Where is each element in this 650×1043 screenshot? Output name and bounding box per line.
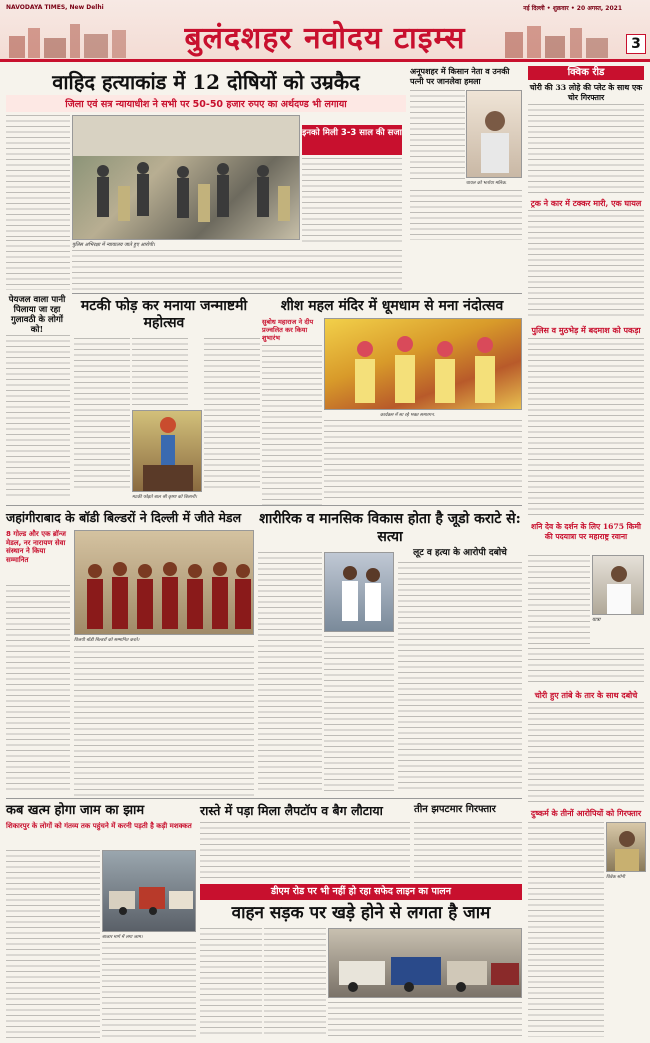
left-body bbox=[6, 335, 70, 500]
loot-headline3: दुष्कर्म के तीनों आरोपियों को गिरफ्तार bbox=[530, 808, 642, 818]
sheesh-photo-figures bbox=[325, 319, 522, 410]
judo-photo-figures bbox=[325, 553, 394, 632]
jam-photo bbox=[102, 850, 196, 932]
karate-bullet: 8 गोल्ड और एक ब्रॉन्ज मेडल, नर नारायण सेवा संस्थान ने किया सम्मानित bbox=[6, 530, 66, 564]
vehicle-body-a bbox=[200, 928, 262, 1038]
jam-body-a bbox=[6, 850, 100, 1040]
laptop-headline: रास्ते में पड़ा मिला लैपटॉप व बैग लौटाया bbox=[200, 803, 383, 818]
masthead-left-text: NAVODAYA TIMES, New Delhi bbox=[6, 4, 104, 11]
vehicle-photo-figures bbox=[329, 929, 522, 998]
loot-body bbox=[398, 562, 522, 792]
quick-read-body4 bbox=[528, 555, 590, 645]
quick-read-headline4: शनि देव के दर्शन के लिए 1675 किमी की पदयात्रा पर महाराष्ट्र रवाना bbox=[531, 522, 641, 541]
quick-read-body2 bbox=[528, 210, 644, 320]
lead-body-col1 bbox=[6, 115, 70, 237]
lead-photo bbox=[72, 115, 300, 240]
page-number: 3 bbox=[626, 34, 646, 54]
karate-body-b bbox=[74, 646, 254, 796]
sheesh-subhead: सुबोध महाराज ने दीप प्रज्वलित कर किया शुभारंभ bbox=[262, 318, 314, 342]
vehicle-body-b bbox=[264, 928, 326, 1038]
officer-photo-figure bbox=[607, 823, 646, 872]
arrest-headline: तीन झपटमार गिरफ्तार bbox=[414, 804, 496, 815]
karate-photo-figures bbox=[75, 531, 254, 635]
divider bbox=[6, 505, 522, 506]
quick-read-label: क्विक रीड bbox=[528, 66, 644, 80]
vehicle-headline: वाहन सड़क पर खड़े होने से लगता है जाम bbox=[231, 903, 491, 923]
sheesh-caption: कार्यक्रम में सा रहे भक्त समारगन. bbox=[380, 413, 435, 418]
jam-headline: कब खत्म होगा जाम का झाम bbox=[6, 803, 145, 818]
sheesh-headline: शीश महल मंदिर में धूमधाम से मना नंदोत्सव bbox=[280, 298, 504, 314]
pilgrim-photo-figure bbox=[593, 556, 644, 615]
quick-read-body5 bbox=[528, 648, 644, 686]
masthead-date: नई दिल्ली • शुक्रवार • 20 अगस्त, 2021 bbox=[523, 5, 622, 12]
karate-body-d bbox=[324, 636, 394, 792]
janmashtami-body-b bbox=[132, 338, 188, 408]
farmer-body-b bbox=[410, 190, 522, 240]
lead-subhead: जिला एवं सत्र न्यायाधीश ने सभी पर 50-50 हजार रुपए का अर्थदण्ड भी लगाया bbox=[6, 95, 406, 112]
farmer-headline: अनूपशहर में किसान नेता व उनकी पत्नी पर जानलेवा हमला bbox=[410, 66, 510, 86]
lead-photo-figures bbox=[73, 116, 300, 240]
arrest-body bbox=[414, 822, 522, 882]
farmer-photo bbox=[466, 90, 522, 178]
loot-body2 bbox=[528, 702, 644, 802]
sheesh-photo bbox=[324, 318, 522, 410]
lead-sidebar-title: इनको मिली 3-3 साल की सजा bbox=[302, 125, 402, 155]
karate-headline2: शारीरिक व मानसिक विकास होता है जूडो कराटे से: सत्या bbox=[259, 511, 521, 545]
jam-bullet: शिकारपुर के लोगों को गंतव्य तक पहुंचने में करनी पड़ती है कड़ी मशक्कत bbox=[6, 822, 192, 830]
farmer-body-a bbox=[410, 90, 465, 180]
karate-caption: विजयी बॉडी बिल्डरों को सम्मानित करते। bbox=[74, 638, 140, 643]
janmashtami-caption: मटकी फोड़ते बाल श्री कृष्ण को बिलानी। bbox=[132, 495, 198, 500]
masthead bbox=[0, 0, 650, 62]
lead-body-below bbox=[72, 250, 402, 290]
jam-caption: बाजार मार्ग में लगा जाम। bbox=[102, 935, 143, 940]
lead-headline: वाहिद हत्याकांड में 12 दोषियों को उम्रकैद bbox=[52, 70, 360, 94]
vehicle-body-c bbox=[328, 1002, 522, 1038]
left-headline: पेयजल वाला पानी पिलाया जा रहा गुलावठी के लोगों को! bbox=[8, 295, 66, 335]
farmer-caption: घायल को भर्ताया मलिक. bbox=[466, 181, 507, 186]
farmer-photo-figure bbox=[467, 91, 522, 178]
janmashtami-body-a bbox=[74, 338, 130, 488]
quick-read-body1 bbox=[528, 104, 644, 194]
officer-photo bbox=[606, 822, 646, 872]
quick-read-headline2: ट्रक ने कार में टक्कर मारी, एक घायल bbox=[530, 198, 642, 208]
skyline-left-graphic bbox=[4, 18, 144, 58]
laptop-body bbox=[200, 822, 410, 882]
quick-read-headline3: पुलिस व मुठभेड़ में बदमाश को पकड़ा bbox=[531, 325, 641, 335]
quick-read-headline1: चोरी की 33 लोहे की प्लेट के साथ एक चोर गिरफ्तार bbox=[529, 83, 643, 102]
skyline-right-graphic bbox=[500, 18, 640, 58]
loot-headline: लूट व हत्या के आरोपी दबोचे bbox=[413, 548, 507, 558]
bottom-banner: डीएम रोड पर भी नहीं हो रहा सफेद लाइन का पालन bbox=[200, 884, 522, 900]
pilgrim-caption: यात्रा bbox=[592, 617, 601, 623]
lead-sidebar-body bbox=[302, 158, 402, 243]
karate-photo bbox=[74, 530, 254, 635]
masthead-title: बुलंदशहर नवोदय टाइम्स bbox=[184, 21, 466, 56]
sheesh-body-a bbox=[262, 345, 322, 505]
quick-read-body3 bbox=[528, 338, 644, 518]
janmashtami-headline: मटकी फोड़ कर मनाया जन्माष्टमी महोत्सव bbox=[80, 298, 248, 331]
jam-photo-figures bbox=[103, 851, 196, 932]
vehicle-photo bbox=[328, 928, 522, 998]
judo-photo bbox=[324, 552, 394, 632]
jam-body-b bbox=[102, 942, 196, 1038]
karate-body-a bbox=[6, 585, 70, 790]
lead-body-col1b bbox=[6, 240, 70, 290]
loot-headline2: चोरी हुए तांबे के तार के साथ दबोचे bbox=[534, 690, 638, 700]
janmashtami-body-c bbox=[204, 338, 260, 488]
loot-body3 bbox=[528, 822, 604, 1037]
karate-body-c bbox=[258, 552, 322, 792]
sheesh-body-b bbox=[324, 420, 522, 500]
pilgrim-photo bbox=[592, 555, 644, 615]
officer-caption: विवेक सोनी bbox=[606, 875, 625, 880]
divider bbox=[6, 798, 522, 799]
janmashtami-photo-figures bbox=[133, 411, 202, 492]
divider bbox=[72, 293, 522, 294]
karate-headline: जहांगीराबाद के बॉडी बिल्डरों ने दिल्ली में जीते मेडल bbox=[6, 510, 242, 525]
lead-photo-caption: पुलिस अभिरक्षा में न्यायालय जाते हुए आरोपी। bbox=[72, 242, 155, 248]
janmashtami-photo bbox=[132, 410, 202, 492]
